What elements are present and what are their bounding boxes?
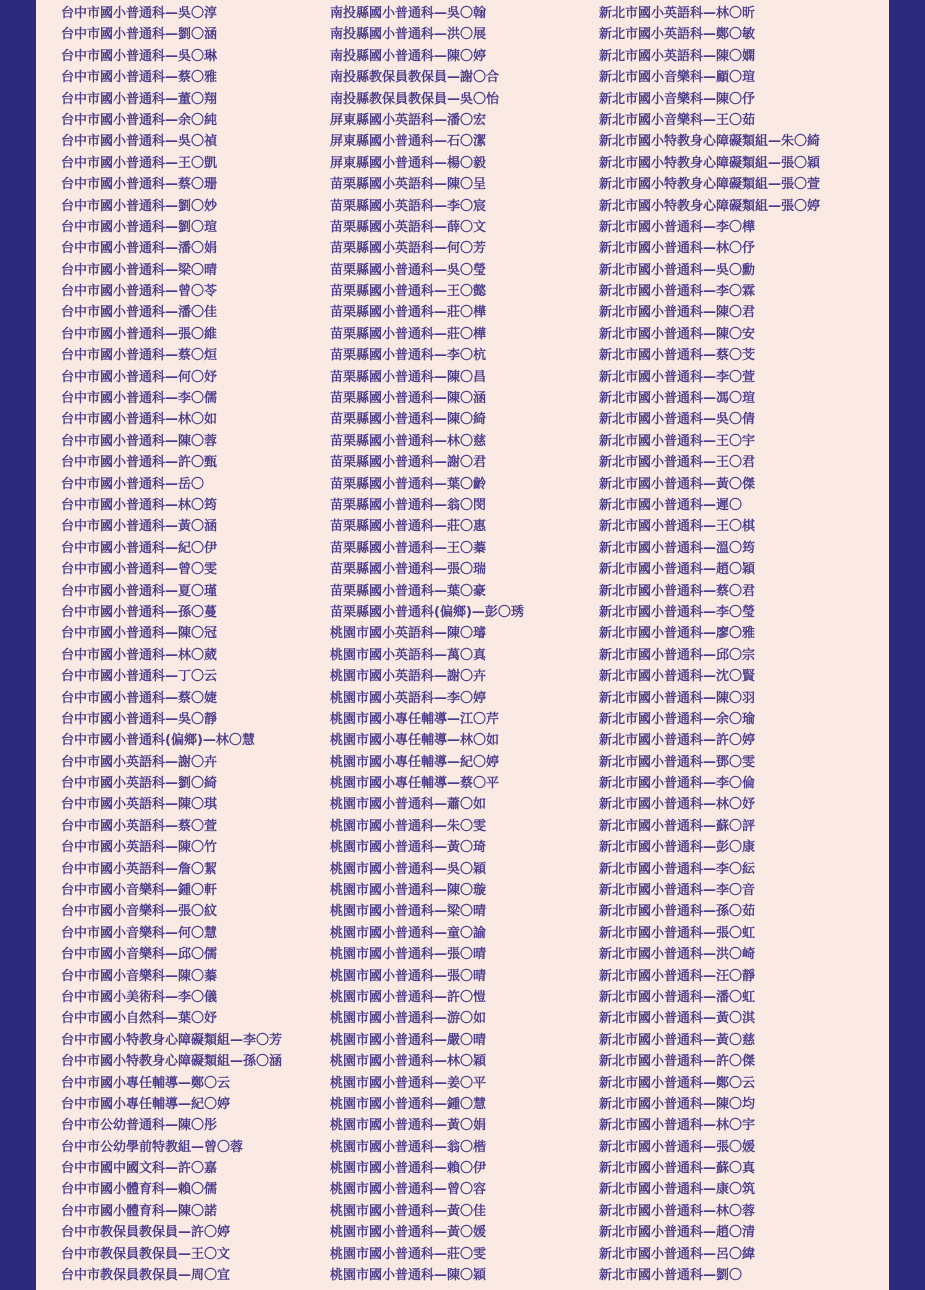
list-item: 新北市國小普通科—洪〇崎	[599, 947, 756, 963]
list-item: 新北市國小音樂科—顧〇瑄	[599, 70, 756, 86]
list-item: 新北市國小普通科—吳〇倩	[599, 412, 756, 428]
list-item: 桃園市國小普通科—賴〇伊	[330, 1161, 487, 1177]
list-item: 新北市國小普通科—王〇棋	[599, 519, 756, 535]
list-item: 桃園市國小英語科—謝〇卉	[330, 669, 487, 685]
list-item: 桃園市國小普通科—許〇愷	[330, 989, 487, 1005]
list-item: 桃園市國小普通科—曾〇容	[330, 1182, 487, 1198]
list-item: 桃園市國小專任輔導—紀〇婷	[330, 754, 500, 770]
list-item: 台中市國小普通科—董〇翔	[61, 91, 218, 107]
list-item: 南投縣教保員教保員—吳〇怡	[330, 91, 500, 107]
list-item: 新北市國小普通科—許〇傑	[599, 1054, 756, 1070]
list-item: 台中市國小英語科—陳〇竹	[61, 840, 218, 856]
list-item: 屏東縣國小普通科—楊〇毅	[330, 155, 487, 171]
list-item: 台中市國小普通科—劉〇妙	[61, 198, 218, 214]
list-item: 新北市國小普通科—陳〇君	[599, 305, 756, 321]
list-item: 苗栗縣國小普通科—李〇杭	[330, 348, 487, 364]
list-item: 台中市國中國文科—許〇嘉	[61, 1161, 218, 1177]
list-item: 新北市國小普通科—林〇伃	[599, 241, 756, 257]
list-item: 南投縣國小普通科—陳〇婷	[330, 48, 487, 64]
list-item: 桃園市國小普通科—黃〇媛	[330, 1225, 487, 1241]
list-item: 苗栗縣國小普通科—葉〇豪	[330, 583, 487, 599]
list-item: 桃園市國小普通科—黃〇佳	[330, 1203, 487, 1219]
list-item: 桃園市國小英語科—陳〇璿	[330, 626, 487, 642]
list-item: 新北市國小普通科—林〇妤	[599, 797, 756, 813]
list-item: 桃園市國小普通科—莊〇雯	[330, 1246, 487, 1262]
list-item: 台中市國小普通科—林〇如	[61, 412, 218, 428]
list-item: 桃園市國小普通科—游〇如	[330, 1011, 487, 1027]
list-item: 台中市國小體育科—陳〇諾	[61, 1203, 218, 1219]
list-item: 台中市國小體育科—賴〇儒	[61, 1182, 218, 1198]
list-item: 桃園市國小英語科—李〇婷	[330, 690, 487, 706]
list-item: 新北市國小普通科—李〇霖	[599, 284, 756, 300]
list-item: 苗栗縣國小普通科—吳〇瑩	[330, 262, 487, 278]
list-item: 苗栗縣國小普通科—謝〇君	[330, 455, 487, 471]
list-item: 新北市國小普通科—廖〇雅	[599, 626, 756, 642]
list-item: 台中市國小普通科—陳〇冠	[61, 626, 218, 642]
list-item: 台中市國小自然科—葉〇妤	[61, 1011, 218, 1027]
list-item: 新北市國小普通科—蔡〇芠	[599, 348, 756, 364]
list-item: 南投縣國小普通科—吳〇翰	[330, 6, 487, 21]
list-item: 桃園市國小普通科—黃〇琦	[330, 840, 487, 856]
list-item: 新北市國小普通科—黃〇淇	[599, 1011, 756, 1027]
list-item: 新北市國小普通科—李〇萱	[599, 369, 756, 385]
list-item: 桃園市國小普通科—張〇晴	[330, 947, 487, 963]
list-item: 新北市國小普通科—陳〇均	[599, 1096, 756, 1112]
list-item: 桃園市國小普通科—蕭〇如	[330, 797, 487, 813]
list-item: 苗栗縣國小普通科—莊〇樺	[330, 326, 487, 342]
list-item: 新北市國小普通科—劉〇	[599, 1268, 743, 1284]
name-column-1	[61, 3, 282, 1286]
list-item: 新北市國小普通科—趙〇穎	[599, 562, 756, 578]
list-item: 台中市教保員教保員—周〇宜	[61, 1268, 231, 1284]
list-item: 新北市國小特教身心障礙類組—張〇穎	[599, 155, 821, 171]
list-item: 桃園市國小專任輔導—蔡〇平	[330, 776, 500, 792]
list-item: 新北市國小普通科—李〇紜	[599, 861, 756, 877]
list-item: 台中市教保員教保員—許〇婷	[61, 1225, 231, 1241]
list-item: 桃園市國小專任輔導—江〇芹	[330, 711, 500, 727]
list-item: 苗栗縣國小普通科—陳〇昌	[330, 369, 487, 385]
list-item: 新北市國小普通科—余〇瑜	[599, 711, 756, 727]
list-item: 台中市國小音樂科—邱〇儒	[61, 947, 218, 963]
list-item: 台中市國小美術科—李〇儀	[61, 989, 218, 1005]
list-item: 新北市國小普通科—遲〇	[599, 497, 743, 513]
list-item: 台中市國小特教身心障礙類組—孫〇涵	[61, 1054, 283, 1070]
list-item: 台中市國小音樂科—陳〇蓁	[61, 968, 218, 984]
list-item: 新北市國小英語科—鄭〇敏	[599, 27, 756, 43]
list-item: 台中市國小英語科—謝〇卉	[61, 754, 218, 770]
list-item: 台中市國小普通科—李〇儒	[61, 391, 218, 407]
list-item: 桃園市國小專任輔導—林〇如	[330, 733, 500, 749]
list-item: 苗栗縣國小英語科—陳〇呈	[330, 177, 487, 193]
list-item: 苗栗縣國小普通科—莊〇惠	[330, 519, 487, 535]
list-item: 台中市國小普通科—蔡〇烜	[61, 348, 218, 364]
list-item: 南投縣國小普通科—洪〇展	[330, 27, 487, 43]
list-item: 台中市國小普通科—丁〇云	[61, 669, 218, 685]
list-item: 桃園市國小普通科—梁〇晴	[330, 904, 487, 920]
list-item: 台中市國小普通科—紀〇伊	[61, 540, 218, 556]
list-item: 台中市國小普通科—蔡〇雅	[61, 70, 218, 86]
list-item: 台中市國小普通科—岳〇	[61, 476, 205, 492]
list-item: 苗栗縣國小普通科—莊〇樺	[330, 305, 487, 321]
list-item: 台中市國小普通科—蔡〇珊	[61, 177, 218, 193]
list-item: 台中市國小普通科—潘〇佳	[61, 305, 218, 321]
list-item: 新北市國小特教身心障礙類組—張〇婷	[599, 198, 821, 214]
list-item: 苗栗縣國小普通科—翁〇閔	[330, 497, 487, 513]
list-item: 桃園市國小普通科—陳〇璇	[330, 883, 487, 899]
list-item: 新北市國小英語科—陳〇嫻	[599, 48, 756, 64]
list-item: 桃園市國小普通科—姜〇平	[330, 1075, 487, 1091]
list-item: 台中市國小普通科—林〇筠	[61, 497, 218, 513]
list-item: 南投縣教保員教保員—謝〇合	[330, 70, 500, 86]
list-item: 新北市國小普通科—馮〇瑄	[599, 391, 756, 407]
list-item: 桃園市國小普通科—林〇穎	[330, 1054, 487, 1070]
list-item: 新北市國小普通科—蘇〇真	[599, 1161, 756, 1177]
list-item: 新北市國小普通科—黃〇傑	[599, 476, 756, 492]
list-item: 新北市國小普通科—溫〇筠	[599, 540, 756, 556]
list-item: 新北市國小音樂科—王〇茹	[599, 112, 756, 128]
list-item: 苗栗縣國小普通科(偏鄉)—彭〇琇	[330, 604, 524, 620]
list-item: 苗栗縣國小普通科—王〇懿	[330, 284, 487, 300]
list-item: 新北市國小普通科—陳〇安	[599, 326, 756, 342]
list-item: 台中市國小音樂科—張〇紋	[61, 904, 218, 920]
list-item: 新北市國小普通科—汪〇靜	[599, 968, 756, 984]
list-item: 新北市國小普通科—王〇君	[599, 455, 756, 471]
list-item: 桃園市國小普通科—黃〇娟	[330, 1118, 487, 1134]
list-item: 苗栗縣國小普通科—王〇蓁	[330, 540, 487, 556]
list-item: 新北市國小普通科—吳〇勳	[599, 262, 756, 278]
list-item: 新北市國小普通科—呂〇緯	[599, 1246, 756, 1262]
list-item: 桃園市國小普通科—翁〇楷	[330, 1139, 487, 1155]
list-item: 新北市國小普通科—林〇蓉	[599, 1203, 756, 1219]
list-item: 台中市國小專任輔導—鄭〇云	[61, 1075, 231, 1091]
list-item: 台中市國小普通科—劉〇瑄	[61, 219, 218, 235]
list-item: 台中市國小普通科—余〇純	[61, 112, 218, 128]
list-item: 屏東縣國小普通科—石〇潔	[330, 134, 487, 150]
list-item: 新北市國小普通科—王〇宇	[599, 433, 756, 449]
list-item: 台中市國小普通科—何〇妤	[61, 369, 218, 385]
list-item: 桃園市國小普通科—張〇晴	[330, 968, 487, 984]
list-item: 台中市國小普通科—許〇甄	[61, 455, 218, 471]
list-item: 新北市國小普通科—黃〇慈	[599, 1032, 756, 1048]
list-item: 台中市國小音樂科—何〇慧	[61, 925, 218, 941]
list-item: 台中市國小普通科—吳〇禎	[61, 134, 218, 150]
list-item: 新北市國小普通科—陳〇羽	[599, 690, 756, 706]
list-item: 新北市國小普通科—潘〇虹	[599, 989, 756, 1005]
list-item: 新北市國小普通科—李〇音	[599, 883, 756, 899]
list-item: 台中市國小英語科—陳〇琪	[61, 797, 218, 813]
list-item: 桃園市國小普通科—童〇諭	[330, 925, 487, 941]
list-item: 台中市教保員教保員—王〇文	[61, 1246, 231, 1262]
list-item: 苗栗縣國小普通科—陳〇綺	[330, 412, 487, 428]
list-item: 桃園市國小普通科—陳〇穎	[330, 1268, 487, 1284]
list-item: 台中市國小普通科—林〇葳	[61, 647, 218, 663]
list-item: 台中市國小普通科—劉〇涵	[61, 27, 218, 43]
list-item: 台中市國小普通科—張〇維	[61, 326, 218, 342]
list-item: 台中市國小專任輔導—紀〇婷	[61, 1096, 231, 1112]
list-item: 新北市國小普通科—鄭〇云	[599, 1075, 756, 1091]
list-item: 台中市國小普通科(偏鄉)—林〇慧	[61, 733, 255, 749]
list-item: 台中市國小普通科—梁〇晴	[61, 262, 218, 278]
list-item: 台中市國小英語科—劉〇綺	[61, 776, 218, 792]
list-item: 桃園市國小英語科—萬〇真	[330, 647, 487, 663]
list-item: 新北市國小普通科—張〇虹	[599, 925, 756, 941]
list-item: 桃園市國小普通科—鍾〇慧	[330, 1096, 487, 1112]
list-item: 台中市國小英語科—詹〇絜	[61, 861, 218, 877]
list-item: 台中市國小普通科—吳〇琳	[61, 48, 218, 64]
name-column-3	[599, 3, 820, 1286]
list-item: 新北市國小普通科—李〇樺	[599, 219, 756, 235]
list-item: 新北市國小普通科—彭〇康	[599, 840, 756, 856]
list-item: 苗栗縣國小英語科—何〇芳	[330, 241, 487, 257]
list-item: 新北市國小普通科—鄧〇雯	[599, 754, 756, 770]
list-item: 屏東縣國小英語科—潘〇宏	[330, 112, 487, 128]
list-item: 新北市國小普通科—蘇〇評	[599, 818, 756, 834]
list-item: 桃園市國小普通科—吳〇穎	[330, 861, 487, 877]
list-item: 新北市國小普通科—林〇宇	[599, 1118, 756, 1134]
list-item: 台中市國小普通科—曾〇雯	[61, 562, 218, 578]
list-item: 台中市公幼學前特教組—曾〇蓉	[61, 1139, 244, 1155]
list-item: 新北市國小特教身心障礙類組—朱〇綺	[599, 134, 821, 150]
list-item: 新北市國小普通科—許〇婷	[599, 733, 756, 749]
list-item: 台中市國小普通科—王〇凱	[61, 155, 218, 171]
list-item: 台中市國小普通科—蔡〇婕	[61, 690, 218, 706]
list-item: 新北市國小普通科—李〇瑩	[599, 604, 756, 620]
list-item: 新北市國小普通科—張〇媛	[599, 1139, 756, 1155]
list-item: 台中市公幼普通科—陳〇彤	[61, 1118, 218, 1134]
name-column-2	[330, 3, 524, 1286]
list-item: 新北市國小普通科—沈〇賢	[599, 669, 756, 685]
list-item: 台中市國小普通科—吳〇淳	[61, 6, 218, 21]
list-item: 苗栗縣國小普通科—葉〇齡	[330, 476, 487, 492]
list-item: 新北市國小普通科—孫〇茹	[599, 904, 756, 920]
list-item: 苗栗縣國小普通科—林〇慈	[330, 433, 487, 449]
list-item: 台中市國小普通科—孫〇蔓	[61, 604, 218, 620]
list-item: 新北市國小普通科—邱〇宗	[599, 647, 756, 663]
list-item: 台中市國小普通科—潘〇娟	[61, 241, 218, 257]
list-item: 苗栗縣國小英語科—李〇宸	[330, 198, 487, 214]
list-item: 桃園市國小普通科—朱〇雯	[330, 818, 487, 834]
list-item: 苗栗縣國小英語科—薛〇文	[330, 219, 487, 235]
list-item: 新北市國小音樂科—陳〇伃	[599, 91, 756, 107]
list-item: 桃園市國小普通科—嚴〇晴	[330, 1032, 487, 1048]
list-item: 新北市國小普通科—趙〇清	[599, 1225, 756, 1241]
list-item: 苗栗縣國小普通科—陳〇涵	[330, 391, 487, 407]
list-item: 新北市國小特教身心障礙類組—張〇萱	[599, 177, 821, 193]
list-item: 台中市國小普通科—黃〇涵	[61, 519, 218, 535]
list-item: 台中市國小普通科—吳〇靜	[61, 711, 218, 727]
list-item: 新北市國小英語科—林〇昕	[599, 6, 756, 21]
list-item: 新北市國小普通科—李〇倫	[599, 776, 756, 792]
list-item: 台中市國小音樂科—鍾〇軒	[61, 883, 218, 899]
list-item: 新北市國小普通科—康〇筑	[599, 1182, 756, 1198]
list-item: 台中市國小普通科—曾〇苓	[61, 284, 218, 300]
list-item: 台中市國小英語科—蔡〇萱	[61, 818, 218, 834]
list-item: 台中市國小普通科—陳〇蓉	[61, 433, 218, 449]
list-item: 苗栗縣國小普通科—張〇瑞	[330, 562, 487, 578]
list-item: 台中市國小特教身心障礙類組—李〇芳	[61, 1032, 283, 1048]
list-item: 新北市國小普通科—蔡〇君	[599, 583, 756, 599]
list-item: 台中市國小普通科—夏〇瑾	[61, 583, 218, 599]
